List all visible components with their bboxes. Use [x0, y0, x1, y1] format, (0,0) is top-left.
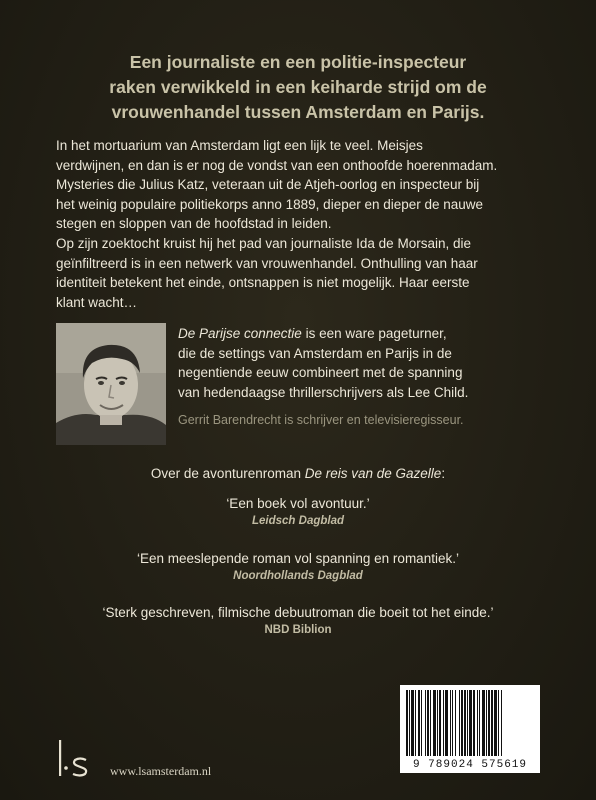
headline — [60, 50, 536, 125]
author-photo — [56, 323, 166, 445]
quote-text: ‘Een boek vol avontuur.’ — [226, 496, 370, 511]
press-quote — [0, 494, 596, 529]
synopsis-line: Mysteries die Julius Katz, veteraan uit de Atjeh-oorlog en inspecteur bij — [56, 177, 480, 193]
quote-text: ‘Een meeslepende roman vol spanning en romantiek.’ — [137, 551, 459, 566]
author-portrait-illustration — [56, 323, 166, 445]
synopsis-line: geïnfiltreerd is in een netwerk van vrouwenhandel. Onthulling van haar — [56, 255, 478, 271]
review-line: negentiende eeuw combineert met de spanning — [178, 365, 463, 381]
review-text: is een ware pageturner, — [301, 326, 447, 341]
synopsis-line: Op zijn zoektocht kruist hij het pad van journaliste Ida de Morsain, die — [56, 235, 471, 251]
synopsis — [56, 136, 566, 312]
review-line — [178, 324, 568, 344]
previous-book-title: De reis van de Gazelle — [304, 466, 442, 481]
synopsis-line: identiteit betekent het einde, ontsnappen is niet mogelijk. Haar eerste — [56, 275, 470, 291]
synopsis-line: klant wacht… — [56, 294, 138, 310]
synopsis-line: het weinig populaire politiekorps anno 1889, dieper en dieper de nauwe — [56, 196, 484, 212]
synopsis-line: verdwijnen, en dan is er nog de vondst van een onthoofde hoerenmadam. — [56, 157, 498, 173]
review-blurb — [178, 324, 568, 402]
ls-publisher-logo-icon — [56, 738, 96, 778]
quote-text: ‘Sterk geschreven, filmische debuutroman die boeit tot het einde.’ — [102, 605, 494, 620]
press-quote — [0, 603, 596, 638]
intro-prefix: Over de avonturenroman — [150, 466, 305, 481]
headline-line: vrouwenhandel tussen Amsterdam en Parijs. — [111, 102, 485, 122]
press-quote — [0, 549, 596, 584]
book-title: De Parijse connectie — [178, 326, 302, 341]
quote-source: Leidsch Dagblad — [251, 515, 345, 527]
previous-book-intro — [0, 466, 596, 481]
barcode-bars — [406, 690, 534, 756]
isbn-digits: 9 789024 575619 — [412, 759, 528, 771]
headline-line: Een journaliste en een politie-inspecteur — [129, 52, 467, 72]
synopsis-line: In het mortuarium van Amsterdam ligt een lijk te veel. Meisjes — [56, 138, 423, 153]
author-bio: Gerrit Barendrecht is schrijver en televisieregisseur. — [178, 413, 464, 427]
quote-source: Noordhollands Dagblad — [233, 570, 363, 582]
synopsis-line: stegen en sloppen van de hoofdstad in leiden. — [56, 216, 332, 232]
headline-line: raken verwikkeld in een keiharde strijd om de — [109, 77, 487, 97]
intro-suffix: : — [441, 466, 446, 481]
review-line: die de settings van Amsterdam en Parijs in de — [178, 345, 452, 361]
publisher-website-link[interactable]: www.lsamsterdam.nl — [110, 764, 212, 778]
quote-source: NBD Biblion — [264, 624, 332, 636]
isbn-barcode — [400, 685, 540, 773]
review-line: van hedendaagse thrillerschrijvers als Lee Child. — [178, 384, 469, 400]
